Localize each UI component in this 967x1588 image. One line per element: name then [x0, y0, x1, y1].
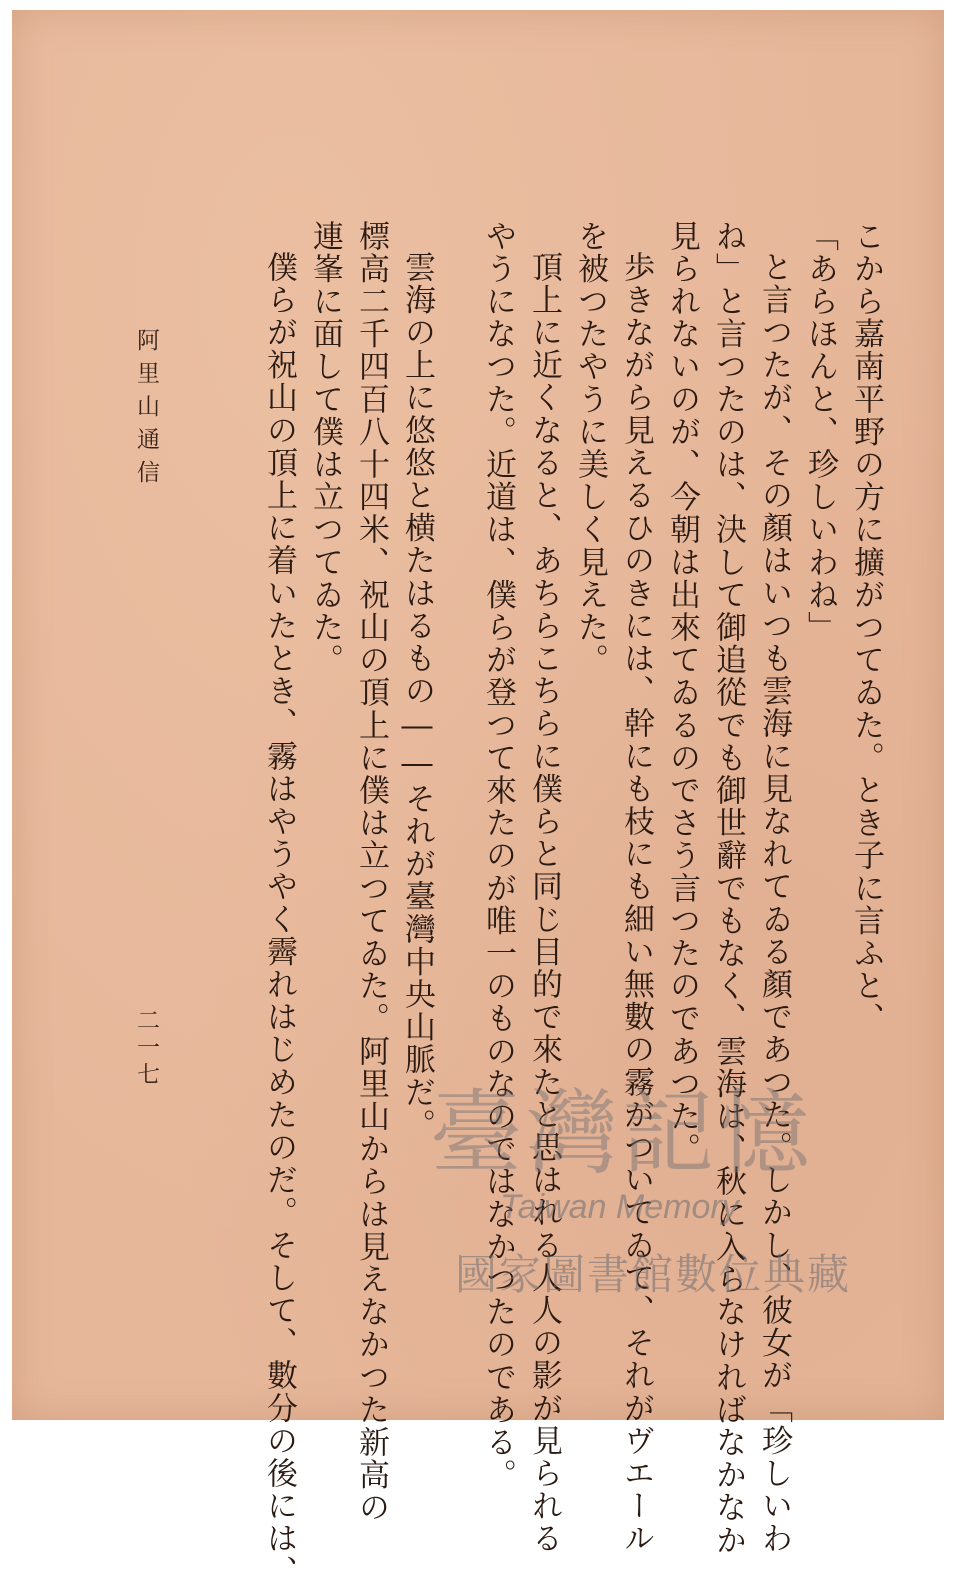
text-column: 見られないのが、今朝は出來てゐるのでさう言つたのであつた。: [664, 220, 700, 1166]
page-number: 二一七: [133, 1008, 159, 1089]
text-column: 頂上に近くなると、あちらこちらに僕らと同じ目的で來たと思はれる人人の影が見られる: [526, 251, 562, 1555]
watermark: [430, 1060, 900, 1320]
watermark-chinese: 國家圖書館數位典藏: [455, 1251, 852, 1298]
text-column: を被つたやうに美しく見えた。: [572, 220, 608, 677]
running-header: 阿里山通信: [133, 328, 159, 493]
text-column: と言つたが、その顏はいつも雲海に見なれてゐる顏であつた。しかし、彼女が「珍しいわ: [756, 251, 792, 1555]
text-column: やうになつた。近道は、僕らが登つて來たのが唯一のものなのではなかつたのである。: [480, 220, 516, 1492]
text-column: こから嘉南平野の方に擴がつてゐた。とき子に言ふと、: [848, 220, 884, 1035]
text-column: 僕らが祝山の頂上に着いたとき、霧はやうやく霽れはじめたのだ。そして、數分の後には、: [261, 251, 297, 1588]
watermark-english: Taiwan Memory: [500, 1188, 739, 1226]
text-column: 歩きながら見えるひのきには、幹にも枝にも細い無數の霧がついてゐて、それがヴエール: [618, 251, 654, 1555]
text-column: 連峯に面して僕は立つてゐた。: [307, 220, 343, 677]
text-column: 雲海の上に悠悠と横たはるもの――それが臺灣中央山脈だ。: [399, 251, 435, 1142]
text-column: 標高二千四百八十四米、祝山の頂上に僕は立つてゐた。阿里山からは見えなかつた新高の: [353, 220, 389, 1524]
text-column: ね」と言つたのは、決して御追從でも御世辭でもなく、雲海は、秋に入らなければなかなか: [710, 220, 746, 1557]
text-column: 「あらほんと、珍しいわね」: [802, 220, 838, 644]
watermark-title: 臺灣記憶: [430, 1080, 815, 1187]
